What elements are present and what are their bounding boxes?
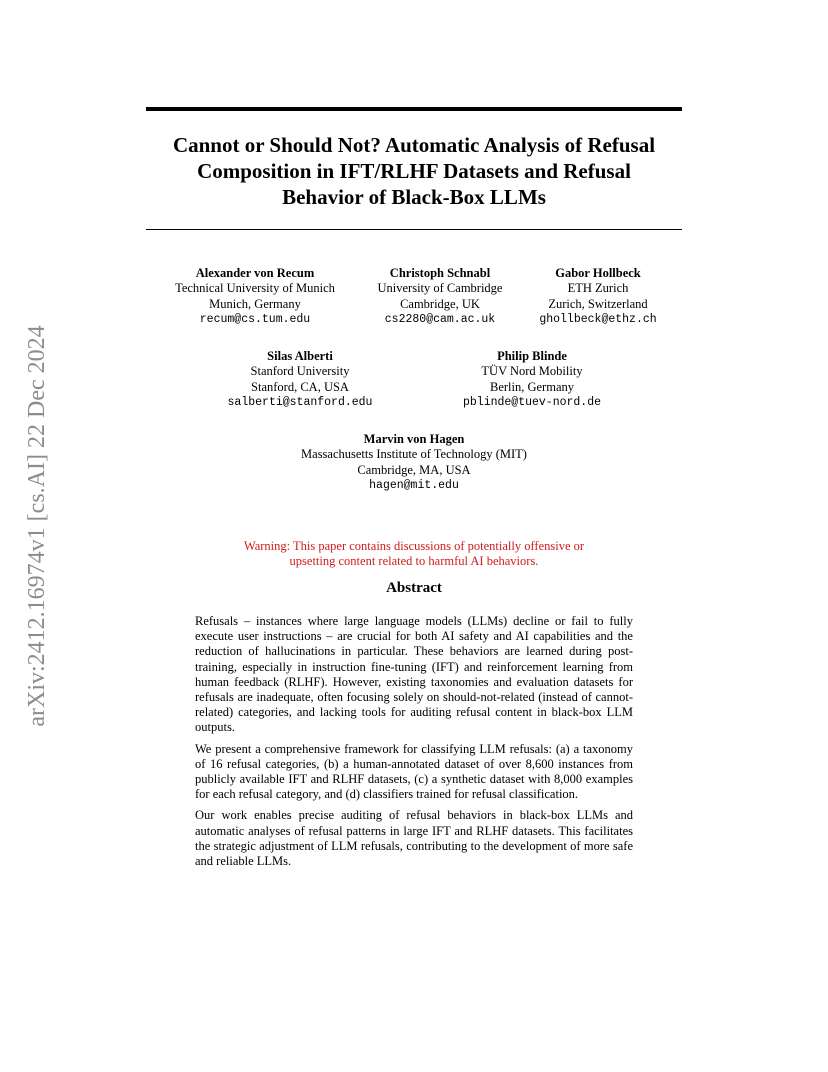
author-email: cs2280@cam.ac.uk — [384, 312, 496, 326]
author-block — [528, 266, 668, 327]
author-affiliation: ETH Zurich — [567, 281, 629, 296]
author-location: Cambridge, UK — [400, 296, 480, 311]
author-block — [215, 349, 385, 410]
author-block — [274, 432, 554, 493]
title-line: Behavior of Black-Box LLMs — [282, 185, 546, 209]
abstract-heading: Abstract — [386, 580, 442, 596]
author-name: Silas Alberti — [267, 349, 333, 363]
author-affiliation: Massachusetts Institute of Technology (MIT) — [301, 447, 527, 462]
author-email: pblinde@tuev-nord.de — [462, 395, 602, 409]
paper-title — [130, 132, 698, 210]
author-location: Berlin, Germany — [489, 379, 574, 394]
author-location: Zurich, Switzerland — [548, 296, 648, 311]
author-affiliation: University of Cambridge — [377, 281, 503, 296]
author-name: Marvin von Hagen — [363, 432, 465, 446]
author-block — [440, 349, 624, 410]
arxiv-identifier — [20, 292, 52, 760]
author-location: Cambridge, MA, USA — [357, 462, 471, 477]
author-email: recum@cs.tum.edu — [199, 312, 311, 326]
warning-line: Warning: This paper contains discussions of potentially offensive or — [243, 539, 585, 553]
author-name: Alexander von Recum — [195, 266, 315, 280]
content-warning — [164, 539, 664, 569]
warning-line: upsetting content related to harmful AI behaviors. — [289, 554, 539, 568]
author-email: ghollbeck@ethz.ch — [539, 312, 657, 326]
author-block — [165, 266, 345, 327]
author-email: salberti@stanford.edu — [227, 395, 373, 409]
abstract-paragraph: Our work enables precise auditing of refusal behaviors in black-box LLMs and automatic analyses of refusal patterns in large IFT and RLHF datasets. This facilitates the strategic adjustment of LLM refusals, contributing to the development of more safe and reliable LLMs. — [195, 808, 633, 869]
author-location: Stanford, CA, USA — [251, 379, 349, 394]
title-line: Cannot or Should Not? Automatic Analysis of Refusal — [172, 133, 656, 157]
title-top-rule — [146, 107, 682, 111]
author-affiliation: Technical University of Munich — [175, 281, 335, 296]
author-name: Christoph Schnabl — [389, 266, 491, 280]
abstract-paragraph: Refusals – instances where large language models (LLMs) decline or fail to fully execute user instructions – are crucial for both AI safety and AI capabilities and the reduction of hallucinations in particular. These behaviors are learned during post-training, especially in instruction fine-tuning (IFT) and reinforcement learning from human feedback (RLHF). However, existing taxonomies and evaluation datasets for refusals are inadequate, often focusing solely on should-not-related (instead of cannot-related) categories, and lacking tools for auditing refusal content in black-box LLM outputs. — [195, 614, 633, 735]
author-location: Munich, Germany — [209, 296, 301, 311]
author-name: Gabor Hollbeck — [555, 266, 641, 280]
author-email: hagen@mit.edu — [369, 478, 459, 492]
author-name: Philip Blinde — [497, 349, 567, 363]
title-line: Composition in IFT/RLHF Datasets and Refusal — [197, 159, 631, 183]
arxiv-identifier-text: arXiv:2412.16974v1 [cs.AI] 22 Dec 2024 — [24, 325, 50, 727]
author-affiliation: Stanford University — [250, 364, 350, 379]
title-bottom-rule — [146, 229, 682, 230]
author-affiliation: TÜV Nord Mobility — [481, 364, 583, 379]
author-block — [360, 266, 520, 327]
abstract-paragraph: We present a comprehensive framework for classifying LLM refusals: (a) a taxonomy of 16 refusal categories, (b) a human-annotated dataset of over 8,600 instances from publicly available IFT and RLHF datasets, (c) a synthetic dataset with 8,000 examples for each refusal category, and (d) classifiers trained for refusal classification. — [195, 741, 633, 802]
abstract-body — [195, 614, 633, 875]
